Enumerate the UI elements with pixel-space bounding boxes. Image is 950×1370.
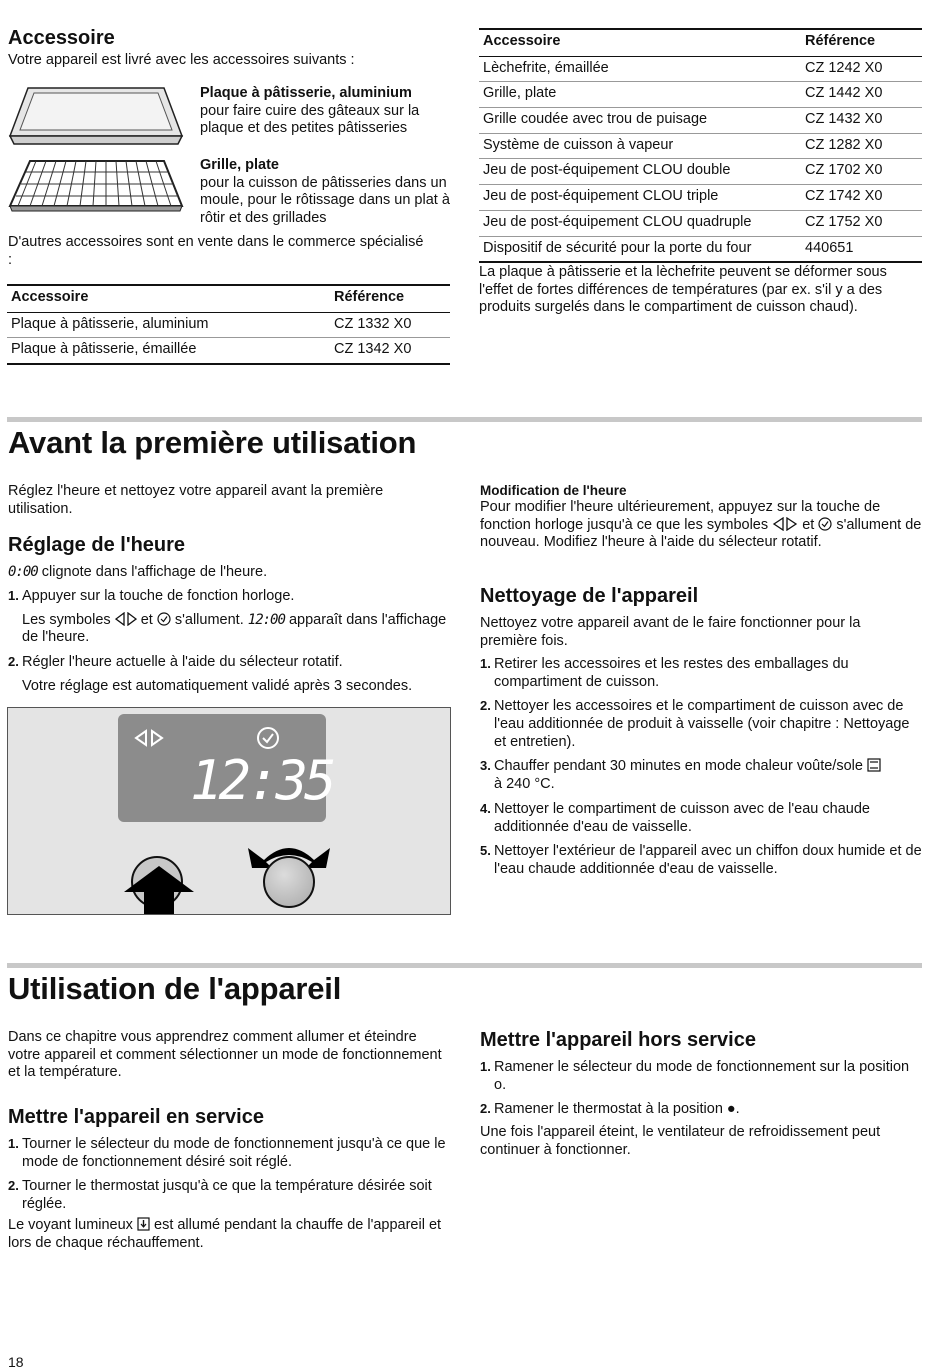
table-cell: Jeu de post-équipement CLOU quadruple xyxy=(479,210,801,236)
step-number: 3. xyxy=(480,758,491,774)
accessory-item-tray xyxy=(200,85,450,138)
top-bottom-heat-icon xyxy=(867,758,881,772)
clock-icon xyxy=(157,612,171,626)
table-cell: CZ 1742 X0 xyxy=(801,185,922,211)
table-row xyxy=(479,210,922,236)
heating-indicator-icon xyxy=(137,1217,150,1231)
display-value: 0:00 xyxy=(8,564,38,580)
step-number: 1. xyxy=(8,1136,19,1151)
table-row xyxy=(479,108,922,134)
accessory-item-rack-desc: pour la cuisson de pâtisseries dans un moule, pour le rôtissage dans un plat à rôtir et des grillades xyxy=(200,174,450,227)
display-time: 12:35 xyxy=(190,749,333,812)
accessoire-warning: La plaque à pâtisserie et la lèchefrite peuvent se déformer sous l'effet de fortes différences de températures (par ex. s'il y a des produits surgelés dans le compartiment de cuisson chaud). xyxy=(479,264,887,316)
list-item xyxy=(480,1059,922,1094)
table-cell: Grille, plate xyxy=(479,82,801,108)
step-number: 1. xyxy=(8,588,19,603)
table-cell: Grille coudée avec trou de puisage xyxy=(479,108,801,134)
en-service-heading: Mettre l'appareil en service xyxy=(8,1106,264,1128)
step-text: Régler l'heure actuelle à l'aide du sélecteur rotatif. xyxy=(22,654,343,671)
table-cell: Lèchefrite, émaillée xyxy=(479,56,801,82)
table-header: Référence xyxy=(330,285,450,312)
clock-icon xyxy=(818,517,832,531)
table-header: Accessoire xyxy=(479,29,801,56)
table-row xyxy=(479,82,922,108)
table-row xyxy=(7,312,450,338)
step-number: 1. xyxy=(480,656,491,671)
step-text: Ramener le thermostat à la position ●. xyxy=(494,1101,740,1118)
step-text: Nettoyer l'extérieur de l'appareil avec un chiffon doux humide et de l'eau chaude additionnée d'eau de vaisselle. xyxy=(494,843,922,877)
table-cell: CZ 1702 X0 xyxy=(801,159,922,185)
list-item xyxy=(8,654,452,672)
table-header: Accessoire xyxy=(7,285,330,312)
accessory-table-right xyxy=(479,28,922,263)
section-title-avant: Avant la première utilisation xyxy=(8,425,417,460)
note-text: et xyxy=(140,611,153,628)
step-text: à 240 °C. xyxy=(494,776,555,793)
accessory-item-tray-desc: pour faire cuire des gâteaux sur la plaque et des petites pâtisseries xyxy=(200,102,420,137)
accessoire-heading: Accessoire xyxy=(8,27,115,49)
table-cell: CZ 1242 X0 xyxy=(801,56,922,82)
display-screen xyxy=(118,714,333,822)
table-cell: CZ 1752 X0 xyxy=(801,210,922,236)
page-number: 18 xyxy=(8,1354,24,1370)
arrows-left-right-icon xyxy=(115,612,137,626)
table-cell: CZ 1282 X0 xyxy=(801,133,922,159)
avant-intro: Réglez l'heure et nettoyez votre appareil avant la première utilisation. xyxy=(8,483,384,517)
step-note: Votre réglage est automatiquement validé après 3 secondes. xyxy=(22,677,413,694)
step-text: Nettoyer le compartiment de cuisson avec de l'eau chaude additionnée d'eau de vaisselle. xyxy=(494,800,870,835)
list-item xyxy=(8,1178,448,1213)
en-service-steps xyxy=(8,1136,448,1221)
accessory-item-rack xyxy=(200,157,450,228)
step-number: 2. xyxy=(480,1101,491,1117)
accessory-item-rack-name: Grille, plate xyxy=(200,157,279,173)
step-number: 5. xyxy=(480,843,491,859)
modification-text xyxy=(480,499,922,552)
step-text: Nettoyer les accessoires et le compartiment de cuisson avec de l'eau additionnée de produit à vaisselle (voir chapitre : Nettoyage et entretien). xyxy=(494,698,910,750)
nettoyage-heading: Nettoyage de l'appareil xyxy=(480,585,699,607)
arrows-left-right-icon xyxy=(772,517,798,531)
table-cell: Dispositif de sécurité pour la porte du four xyxy=(479,236,801,262)
note-text: s'allument. xyxy=(174,611,244,628)
step-number: 4. xyxy=(480,800,491,816)
step-text: Appuyer sur la touche de fonction horloge. xyxy=(22,588,295,604)
note-text: Les symboles xyxy=(22,611,111,628)
table-cell: Jeu de post-équipement CLOU double xyxy=(479,159,801,185)
reglage-blink-line xyxy=(8,564,448,582)
step-number: 2. xyxy=(8,1178,19,1194)
arrows-left-right-icon xyxy=(134,729,164,747)
step-text: Ramener le sélecteur du mode de fonctionnement sur la position o. xyxy=(494,1059,910,1093)
table-row xyxy=(479,236,922,262)
reglage-steps xyxy=(8,588,452,695)
note-text: est allumé pendant la chauffe de l'appareil et lors de chaque réchauffement. xyxy=(8,1217,442,1251)
table-cell: CZ 1332 X0 xyxy=(330,312,450,338)
table-cell: Plaque à pâtisserie, aluminium xyxy=(7,312,330,338)
accessory-item-tray-name: Plaque à pâtisserie, aluminium xyxy=(200,85,412,101)
table-row xyxy=(479,133,922,159)
hors-service-steps xyxy=(480,1059,922,1126)
baking-tray-icon xyxy=(6,84,186,148)
section-title-utilisation: Utilisation de l'appareil xyxy=(8,971,342,1006)
step-text: Retirer les accessoires et les restes des emballages du compartiment de cuisson. xyxy=(494,656,849,690)
accessory-table-left xyxy=(7,284,450,365)
list-item xyxy=(480,843,922,878)
list-item xyxy=(480,1101,922,1119)
list-item xyxy=(480,801,922,836)
modification-heading: Modification de l'heure xyxy=(480,483,627,498)
clock-icon xyxy=(256,726,280,750)
table-row xyxy=(479,56,922,82)
en-service-note xyxy=(8,1217,448,1252)
note-text: apparaît dans l'affichage de l'heure. xyxy=(22,611,447,646)
modification-text-part: s'allument de nouveau. Modifiez l'heure à l'aide du sélecteur rotatif. xyxy=(480,516,922,551)
step-note xyxy=(8,612,452,647)
modification-text-part: et xyxy=(802,516,815,533)
modification-text-part: Pour modifier l'heure ultérieurement, appuyez sur la touche de fonction horloge jusqu'à ce que les symboles xyxy=(480,499,881,533)
section-divider xyxy=(7,417,922,422)
nettoyage-steps xyxy=(480,656,922,886)
rotary-selector-knob[interactable] xyxy=(263,856,315,908)
note-text: Le voyant lumineux xyxy=(8,1217,133,1233)
table-cell: CZ 1442 X0 xyxy=(801,82,922,108)
step-text: Tourner le sélecteur du mode de fonctionnement jusqu'à ce que le mode de fonctionnement désiré soit réglé. xyxy=(22,1136,446,1170)
display-value: 12:00 xyxy=(247,611,285,628)
table-row xyxy=(7,338,450,364)
table-header: Référence xyxy=(801,29,922,56)
step-number: 2. xyxy=(480,698,491,714)
press-arrow-icon xyxy=(124,866,194,915)
utilisation-intro: Dans ce chapitre vous apprendrez comment allumer et éteindre votre appareil et comment sélectionner un mode de fonctionnement et la température. xyxy=(8,1029,442,1081)
table-cell: CZ 1342 X0 xyxy=(330,338,450,364)
table-row xyxy=(479,185,922,211)
hors-service-note: Une fois l'appareil éteint, le ventilateur de refroidissement peut continuer à fonctionner. xyxy=(480,1124,881,1158)
step-text: Chauffer pendant 30 minutes en mode chaleur voûte/sole xyxy=(494,758,863,775)
wire-rack-icon xyxy=(6,158,186,214)
step-number: 2. xyxy=(8,654,19,670)
hors-service-heading: Mettre l'appareil hors service xyxy=(480,1029,756,1051)
table-cell: Plaque à pâtisserie, émaillée xyxy=(7,338,330,364)
table-cell: Jeu de post-équipement CLOU triple xyxy=(479,185,801,211)
accessoire-more-text: D'autres accessoires sont en vente dans le commerce spécialisé : xyxy=(8,234,424,268)
control-panel-figure xyxy=(7,707,451,915)
table-cell: 440651 xyxy=(801,236,922,262)
list-item xyxy=(480,656,922,691)
reglage-blink-text: clignote dans l'affichage de l'heure. xyxy=(41,564,268,580)
table-cell: Système de cuisson à vapeur xyxy=(479,133,801,159)
list-item xyxy=(8,1136,448,1171)
step-text: Tourner le thermostat jusqu'à ce que la température désirée soit réglée. xyxy=(22,1178,432,1213)
table-row xyxy=(479,159,922,185)
nettoyage-intro: Nettoyez votre appareil avant de le faire fonctionner pour la première fois. xyxy=(480,615,861,649)
accessoire-intro: Votre appareil est livré avec les accessoires suivants : xyxy=(8,52,355,68)
section-divider xyxy=(7,963,922,968)
step-number: 1. xyxy=(480,1059,491,1074)
reglage-heading: Réglage de l'heure xyxy=(8,534,186,556)
list-item xyxy=(480,698,922,751)
list-item xyxy=(480,758,922,793)
table-cell: CZ 1432 X0 xyxy=(801,108,922,134)
list-item xyxy=(8,588,452,606)
